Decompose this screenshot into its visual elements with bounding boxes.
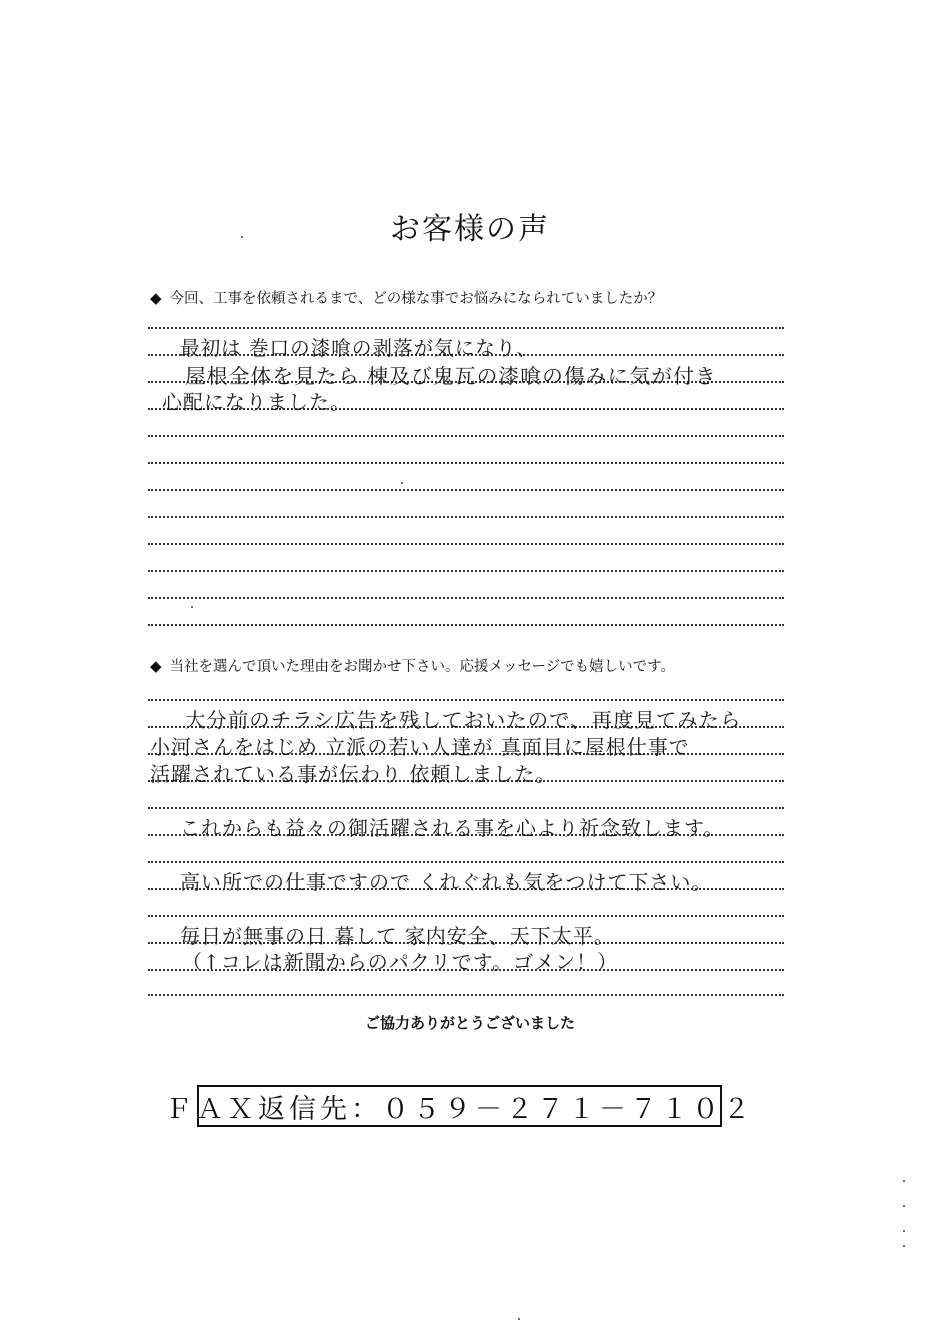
page-title: お客様の声	[390, 212, 550, 247]
fax-number-box: ＦＡＸ返信先：０５９－２７１－７１０２	[197, 1085, 722, 1127]
answer-1-line-1: 最初は 巻口の漆喰の剥落が気になり、	[180, 336, 538, 360]
scan-speck	[401, 482, 403, 484]
scan-speck	[518, 1318, 520, 1320]
answer-1-line-3: 心配になりました。	[162, 390, 351, 414]
answer-2-line-2: 小河さんをはじめ 立派の若い人達が 真面目に屋根仕事で	[150, 735, 690, 759]
scan-speck	[903, 1230, 905, 1232]
answer-2-line-4: これからも益々の御活躍される事を心より祈念致します。	[180, 816, 725, 840]
scan-speck	[903, 1205, 905, 1207]
answer-2-line-6: 毎日が無事の日 暮して 家内安全、天下太平。	[180, 924, 615, 948]
diamond-bullet-icon: ◆	[150, 288, 162, 307]
answer-1-line-2: 屋根全体を見たら 棟及び鬼瓦の漆喰の傷みに気が付き	[185, 364, 717, 388]
scan-speck	[903, 1245, 905, 1247]
scan-speck	[903, 1180, 905, 1182]
thanks-message: ご協力ありがとうございました	[364, 1014, 575, 1032]
answer-2-line-3: 活躍されている事が伝わり 依頼しました。	[150, 762, 557, 786]
question-1-text: 今回、工事を依頼されるまで、どの様な事でお悩みになられていましたか？	[169, 291, 663, 307]
question-2-text: 当社を選んで頂いた理由をお聞かせ下さい。応援メッセージでも嬉しいです。	[169, 659, 676, 675]
answer-2-line-7: （↑コレは新聞からのパクリです。ゴメン！）	[182, 950, 619, 974]
diamond-bullet-icon: ◆	[150, 656, 162, 675]
answer-2-line-1: 大分前のチラシ広告を残しておいたので、再度見てみたら	[185, 708, 742, 732]
scan-speck	[241, 236, 243, 238]
answer-2-line-5: 高い所での仕事ですので くれぐれも気をつけて下さい。	[180, 870, 713, 894]
scan-speck	[191, 606, 193, 608]
